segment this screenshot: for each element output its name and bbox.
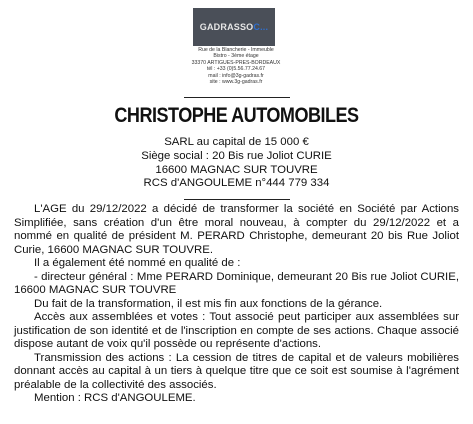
address-line: mail : info@3g-gadras.fr xyxy=(208,72,264,79)
logo-accent-text: C... xyxy=(253,22,269,32)
company-form: SARL au capital de 15 000 € xyxy=(164,136,309,148)
address-line: Bistro - 3ème étage xyxy=(213,53,259,60)
company-seat: Siège social : 20 Bis rue Joliot CURIE xyxy=(141,149,332,162)
paragraph-mention: Mention : RCS d'ANGOULEME. xyxy=(34,392,196,404)
company-details xyxy=(120,136,353,191)
company-city: 16600 MAGNAC SUR TOUVRE xyxy=(155,163,318,176)
paragraph-appointment: Il a également été nommé en qualité de : xyxy=(34,257,241,269)
paragraph-decision: L'AGE du 29/12/2022 a décidé de transformer la société en Société par Actions Simplifiée, sans création d'un être moral nouveau, à compter du 29/12/2022 et a nommé en qualité de président M. PERARD Christophe, demeurant 20 bis Rue Joliot Curie, 16600 MAGNAC SUR TOUVRE. xyxy=(14,203,459,256)
address-line: tél : +33 (0)5.56.77.24.67 xyxy=(206,66,266,73)
notice-body xyxy=(14,203,459,406)
address-line: Rue de la Blancherie - Immeuble xyxy=(198,47,274,53)
middle-divider xyxy=(184,199,290,200)
paragraph-director: - directeur général : Mme PERARD Dominique, demeurant 20 Bis rue Joliot CURIE, 16600 MAGNAC SUR TOUVRE xyxy=(14,270,459,296)
top-divider xyxy=(184,97,290,98)
publisher-address xyxy=(160,47,312,85)
paragraph-assemblies: Accès aux assemblées et votes : Tout associé peut participer aux assemblées sur justification de son identité et de l'inscription en compte de ses actions. Chaque associé dispose autant de voix qu'il possède ou représente d'actions. xyxy=(14,311,459,350)
logo-text xyxy=(200,22,268,32)
paragraph-management: Du fait de la transformation, il est mis fin aux fonctions de la gérance. xyxy=(34,297,383,310)
company-rcs: RCS d'ANGOULEME n°444 779 334 xyxy=(143,177,330,190)
address-line: 33370 ARTIGUES-PRES-BORDEAUX xyxy=(191,59,281,66)
paragraph-transfer: Transmission des actions : La cession de titres de capital et de valeurs mobilières donnant accès au capital à un tiers à quelque titre que ce soit est soumise à l'agrément préalable de la collectivité des associés. xyxy=(14,351,459,391)
company-title: CHRISTOPHE AUTOMOBILES xyxy=(114,104,359,127)
logo-main-text: GADRASSO xyxy=(199,22,254,32)
address-line: site : www.3g-gadras.fr xyxy=(209,79,263,86)
company-logo xyxy=(193,8,275,46)
